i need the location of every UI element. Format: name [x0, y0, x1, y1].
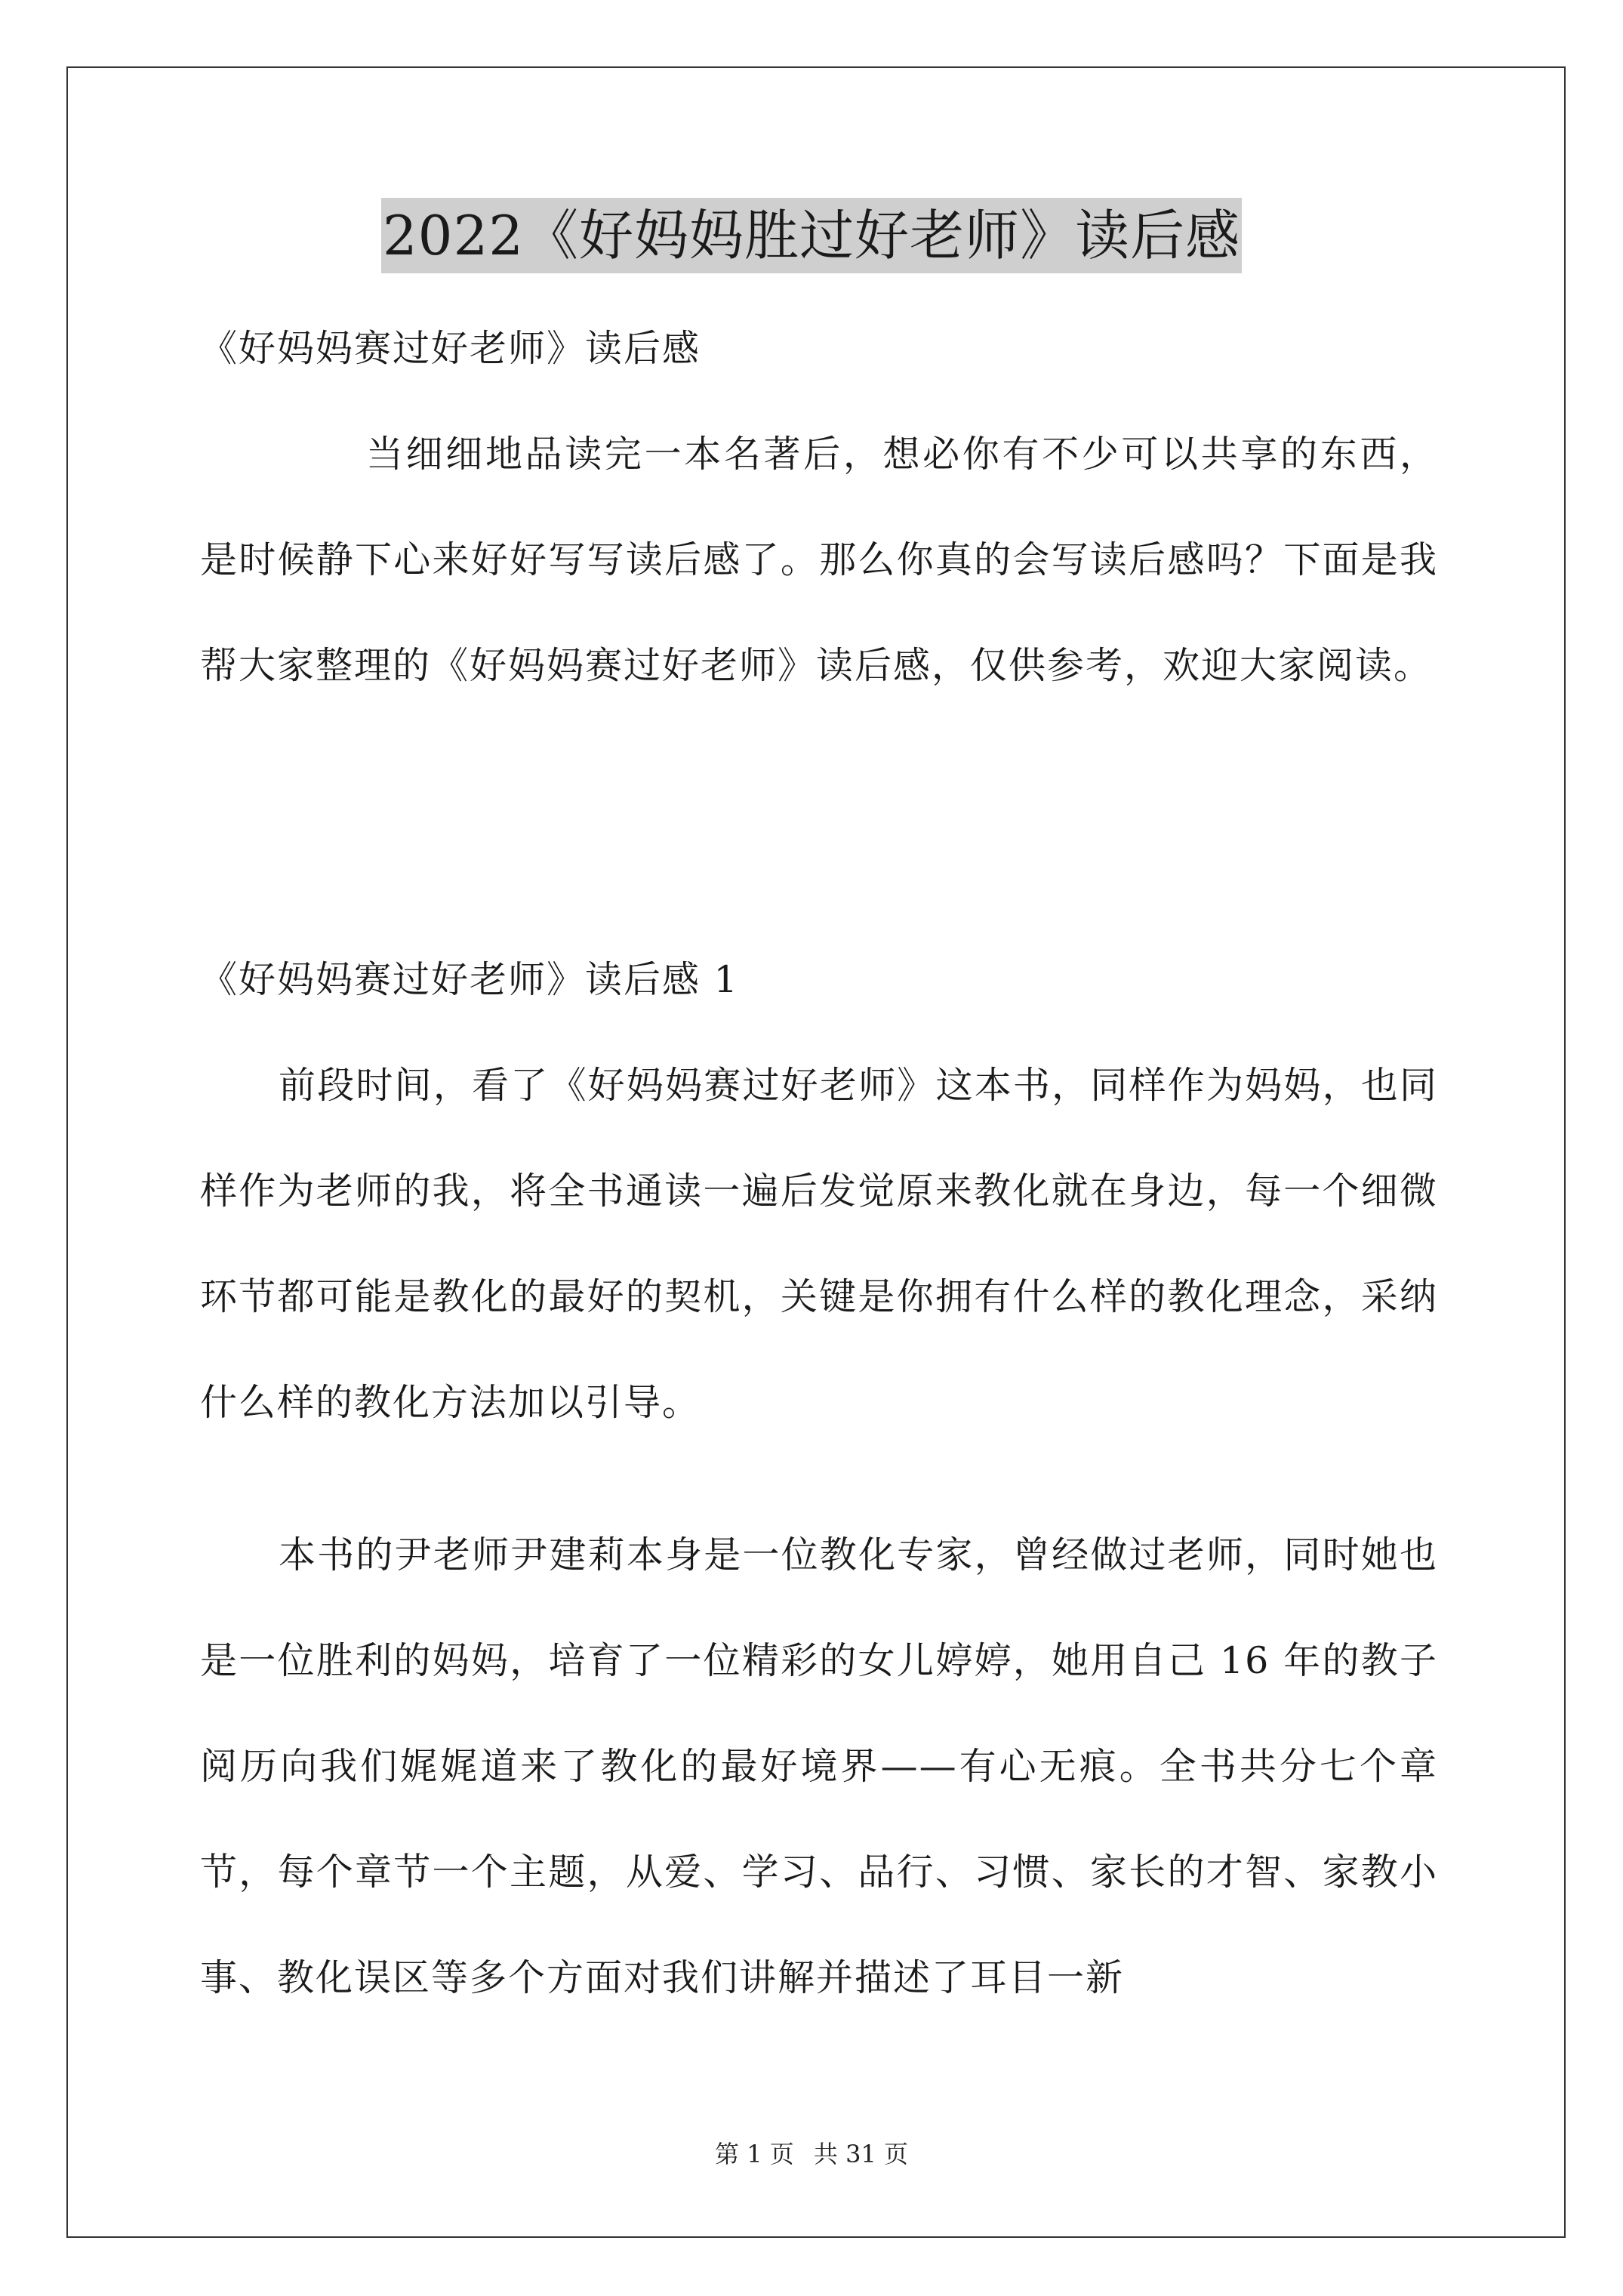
document-title: 2022《好妈妈胜过好老师》读后感 [381, 198, 1242, 273]
page-footer [0, 2139, 1623, 2169]
title-container [0, 198, 1623, 273]
intro-paragraph: 当细细地品读完一本名著后，想必你有不少可以共享的东西，是时候静下心来好好写写读后感了。那么你真的会写读后感吗？下面是我帮大家整理的《好妈妈赛过好老师》读后感，仅供参考，欢迎大家阅读。 [200, 433, 1438, 687]
section-heading: 《好妈妈赛过好老师》读后感 1 [200, 958, 739, 1001]
body-paragraph-1: 前段时间，看了《好妈妈赛过好老师》这本书，同样作为妈妈，也同样作为老师的我，将全书通读一遍后发觉原来教化就在身边，每一个细微环节都可能是教化的最好的契机，关键是你拥有什么样的教化理念，采纳什么样的教化方法加以引导。 [200, 1064, 1438, 1424]
body-paragraph-2: 本书的尹老师尹建莉本身是一位教化专家，曾经做过老师，同时她也是一位胜利的妈妈，培育了一位精彩的女儿婷婷，她用自己 16 年的教子阅历向我们娓娓道来了教化的最好境界——有心无痕。全书共分七个章节，每个章节一个主题，从爱、学习、品行、习惯、家长的才智、家教小事、教化误区等多个方面对我们讲解并描述了耳目一新 [200, 1533, 1438, 1999]
document-subtitle: 《好妈妈赛过好老师》读后感 [200, 327, 701, 370]
page-total: 共 31 页 [813, 2140, 908, 2168]
page-number: 第 1 页 [715, 2140, 794, 2168]
